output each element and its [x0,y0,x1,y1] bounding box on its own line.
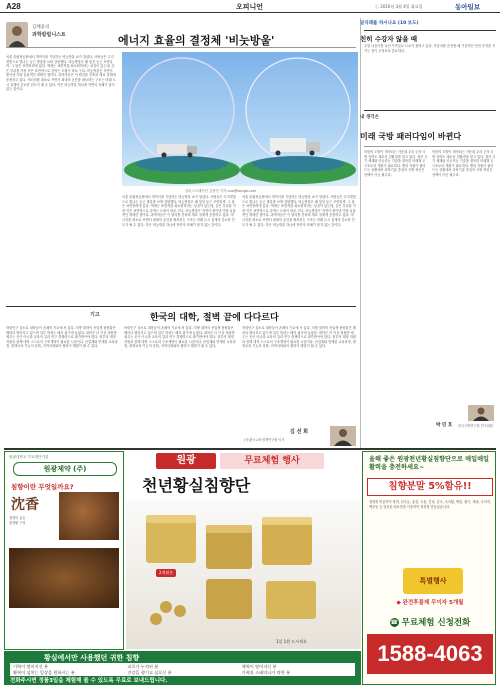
contribution-body-1: 학령인구 감소로 대학들이 존폐의 기로에 서 있다. 지방 대학의 신입생 충원율은 해마다 떨어지고 있으며 일부 학과는 폐지 위기에 놓였다. 대학은 더 이상 정원만 채우는 곳이 아니라 교육의 질과 연구 경쟁력으로 평가받아야 한다. 정부의 재정 지원과 함께 대학 스스로의 구조개혁이 필요한 시점이다. 산업계와 연계한 교육과정, 평생교육 기능의 강화, 지역사회와의 협력이 해법이 될 수 있다. [6,326,118,349]
column-body-text-2: 서울 올림픽공원에서 개막식을 기념하는 비눗방울 쇼가 열렸다. 사람들은 무지갯빛으로 빛나는 둥근 방울을 보며 감탄했다. 비눗방울은 왜 항상 둥근 모양일까. 그 답은 표면장력에 있다. 액체는 표면적을 최소화하려는 성질이 있는데, 같은 부피를 가장 작은 표면적으로 감싸는 도형이 바로 구다. 비눗방울은 자연이 찾아낸 가장 효율적인 형태인 셈이다. 과학자들은 이 원리를 건축과 재료 설계에 응용하고 있다. 에너지를 최소로 쓰면서 최대의 공간을 확보하는 구조는 미래 도시 설계의 중요한 힌트가 될 수 있다. 작은 비눗방울 하나에 자연의 지혜가 담겨 있는 것이다. [122,195,236,227]
ad-left-description [9,612,119,646]
ad-bottom-headline: 황실에서만 사용했던 귀한 침향 [44,654,140,662]
contribution-label: 기고 [90,312,100,318]
section-title: 오피니언 [236,2,264,11]
headline-divider [6,47,356,48]
ad-bottom-banner[interactable] [4,651,361,685]
sidebar-section2-body-1: 북한의 도발이 계속되는 가운데 우리 군의 국방 전략도 새로운 전환점을 맞고 있다. 첨단 무기 체계와 인공지능 기술을 접목한 미래형 군 구조로의 개편이 필요하다. 병력 자원이 줄어드는 상황에서 과학기술 중심의 국방 혁신은 선택이 아닌 필수다. [364,150,428,177]
ad-right-body: 침향을 비롯하여 당귀, 산수유, 홍삼, 녹용, 진피, 감초, 숙지황, 백출, 황기, 계피, 오미자, 맥문동 등 엄선된 원료만을 사용하여 정성껏 만들었습니다. [369,500,491,509]
column-headline: 에너지 효율의 결정체 '비눗방울' [118,34,275,47]
column-body-text: 서울 올림픽공원에서 개막식을 기념하는 비눗방울 쇼가 열렸다. 사람들은 무지갯빛으로 빛나는 둥근 방울을 보며 감탄했다. 비눗방울은 왜 항상 둥근 모양일까. 그 답은 표면장력에 있다. 액체는 표면적을 최소화하려는 성질이 있는데, 같은 부피를 가장 작은 표면적으로 감싸는 도형이 바로 구다. 비눗방울은 자연이 찾아낸 가장 효율적인 형태인 셈이다. 과학자들은 이 원리를 건축과 재료 설계에 응용하고 있다. 에너지를 최소로 쓰면서 최대의 공간을 확보하는 구조는 미래 도시 설계의 중요한 힌트가 될 수 있다. 작은 비눗방울 하나에 자연의 지혜가 담겨 있는 것이다. [6,55,116,92]
agarwood-image [59,492,119,540]
ad-left-list-item: 침향의 효능 [9,516,26,520]
page-number: A28 [6,2,21,11]
sidebar-section1-body: 주말 나들이를 나선 가족들로 도로가 붐비고 있다. 자동차를 운전할 때 기본적인 안전 수칙을 지키는 것이 무엇보다 중요하다. [364,44,496,53]
ad-divider [4,448,496,450]
ad-left-text [9,516,57,525]
contribution-body-2: 학령인구 감소로 대학들이 존폐의 기로에 서 있다. 지방 대학의 신입생 충원율은 해마다 떨어지고 있으며 일부 학과는 폐지 위기에 놓였다. 대학은 더 이상 정원만 채우는 곳이 아니라 교육의 질과 연구 경쟁력으로 평가받아야 한다. 정부의 재정 지원과 함께 대학 스스로의 구조개혁이 필요한 시점이다. 산업계와 연계한 교육과정, 평생교육 기능의 강화, 지역사회와의 협력이 해법이 될 수 있다. [124,326,236,349]
ad-left-chinese-name: 沈香 [11,497,39,513]
sidebar-section2-title: 내 생각은 [360,115,379,120]
ad-left-brand: 원광제약 (주) [13,462,117,476]
ad-right-shipping: ◆ 완전후불제 무이자 5개월 [396,600,464,606]
contributor-photo [330,426,356,446]
author-title: 과학칼럼니스트 [32,32,66,38]
benefit-item: 기력이 떨어지신 분 [13,664,49,669]
ad-right-headline: 올해 좋은 원광천년황실침향단으로 매일매일 활력을 충전하세요~ [369,456,490,471]
sidebar-author-name: 박 민 호 [436,423,453,428]
contribution-headline: 한국의 대학, 절벽 끝에 다다르다 [150,313,279,323]
ad-left-question: 침향이란 무엇일까요? [11,483,74,491]
sidebar-rule-2 [364,110,496,111]
issue-date: ㉡ 2016년 3월 4일 화요일 [375,4,423,9]
ad-mid-brand: 원광 [156,453,216,469]
ad-mid-note: 1일 1환 드시세요 [276,639,307,644]
sidebar-author-photo [468,405,494,421]
agarwood-large-image [9,548,119,608]
sidebar-section1-headline: 친히 수강자 않을 때 [360,35,418,43]
ad-bottom-offer: 전화주시면 정품3일을 체험해 볼 수 있도록 무료로 보내드립니다. [10,678,168,684]
benefit-item: 활력이 넘치는 일상을 원하시는 분 [13,669,75,675]
page-header [0,0,500,13]
column-separator [360,18,361,448]
ad-right-discount: 침향분말 5%함유!! [367,478,493,496]
section-divider [6,306,356,307]
contributor-name: 김 선 희 [290,429,308,435]
ad-mid-product: 천년황실침향단 [142,476,251,495]
sidebar-section2-body-2: 북한의 도발이 계속되는 가운데 우리 군의 국방 전략도 새로운 전환점을 맞고 있다. 첨단 무기 체계와 인공지능 기술을 접목한 미래형 군 구조로의 개편이 필요하다. 병력 자원이 줄어드는 상황에서 과학기술 중심의 국방 혁신은 선택이 아닌 필수다. [432,150,496,177]
contribution-body-3: 학령인구 감소로 대학들이 존폐의 기로에 서 있다. 지방 대학의 신입생 충원율은 해마다 떨어지고 있으며 일부 학과는 폐지 위기에 놓였다. 대학은 더 이상 정원만 채우는 곳이 아니라 교육의 질과 연구 경쟁력으로 평가받아야 한다. 정부의 재정 지원과 함께 대학 스스로의 구조개혁이 필요한 시점이다. 산업계와 연계한 교육과정, 평생교육 기능의 강화, 지역사회와의 협력이 해법이 될 수 있다. [242,326,356,349]
ad-mid[interactable] [126,451,361,650]
author-name: 김혜윤의 [32,25,50,30]
benefit-item: 기력과 스태미나가 약한 분 [241,669,291,675]
ad-mid-badge: 2개월분 [156,569,176,577]
sidebar-rule-3 [364,146,496,147]
author-photo [6,22,28,48]
phone-icon: ☎ [390,618,398,626]
ad-right-call-label: 무료체험 신청전화 [401,618,471,628]
sidebar-section1-title: 글식레를 하시나요 (10 보도) [360,21,419,26]
ad-right-phone-number[interactable]: 1588-4063 [367,634,493,674]
special-price-badge: 특별행사 [403,568,463,594]
newspaper-logo: 동아일보 [455,3,481,11]
image-caption: 일러스트레이션 김용민 기자 ouo@donga.com [185,189,257,193]
ad-right[interactable] [362,451,496,685]
ad-mid-event: 무료체험 행사 [220,453,324,469]
benefit-item: 건강을 챙기고 싶으신 분 [127,669,172,675]
ad-right-call-row [369,616,491,628]
column-body-text-3: 서울 올림픽공원에서 개막식을 기념하는 비눗방울 쇼가 열렸다. 사람들은 무지갯빛으로 빛나는 둥근 방울을 보며 감탄했다. 비눗방울은 왜 항상 둥근 모양일까. 그 답은 표면장력에 있다. 액체는 표면적을 최소화하려는 성질이 있는데, 같은 부피를 가장 작은 표면적으로 감싸는 도형이 바로 구다. 비눗방울은 자연이 찾아낸 가장 효율적인 형태인 셈이다. 과학자들은 이 원리를 건축과 재료 설계에 응용하고 있다. 에너지를 최소로 쓰면서 최대의 공간을 확보하는 구조는 미래 도시 설계의 중요한 힌트가 될 수 있다. 작은 비눗방울 하나에 자연의 지혜가 담겨 있는 것이다. [242,195,356,227]
sidebar-rule-1 [364,30,496,31]
ad-left-list-item: 침향환 구성 [9,520,26,525]
ad-bottom-benefits [10,663,355,676]
illustration-right [240,52,358,186]
ad-left[interactable] [4,451,124,650]
benefit-item: 피로가 누적된 분 [127,664,159,669]
contributor-title: (사)한국교육정책연구원 이사 [244,438,285,442]
sidebar-author-title: 한국국방연구원 연구위원 [458,424,493,428]
ad-left-top-label: 원광대학교 약교재단기업 [9,455,49,459]
benefit-item: 체력이 떨어지신 분 [241,664,277,669]
sidebar-section2-headline: 미래 국방 패러다임이 바뀐다 [360,131,462,141]
illustration [122,52,240,186]
